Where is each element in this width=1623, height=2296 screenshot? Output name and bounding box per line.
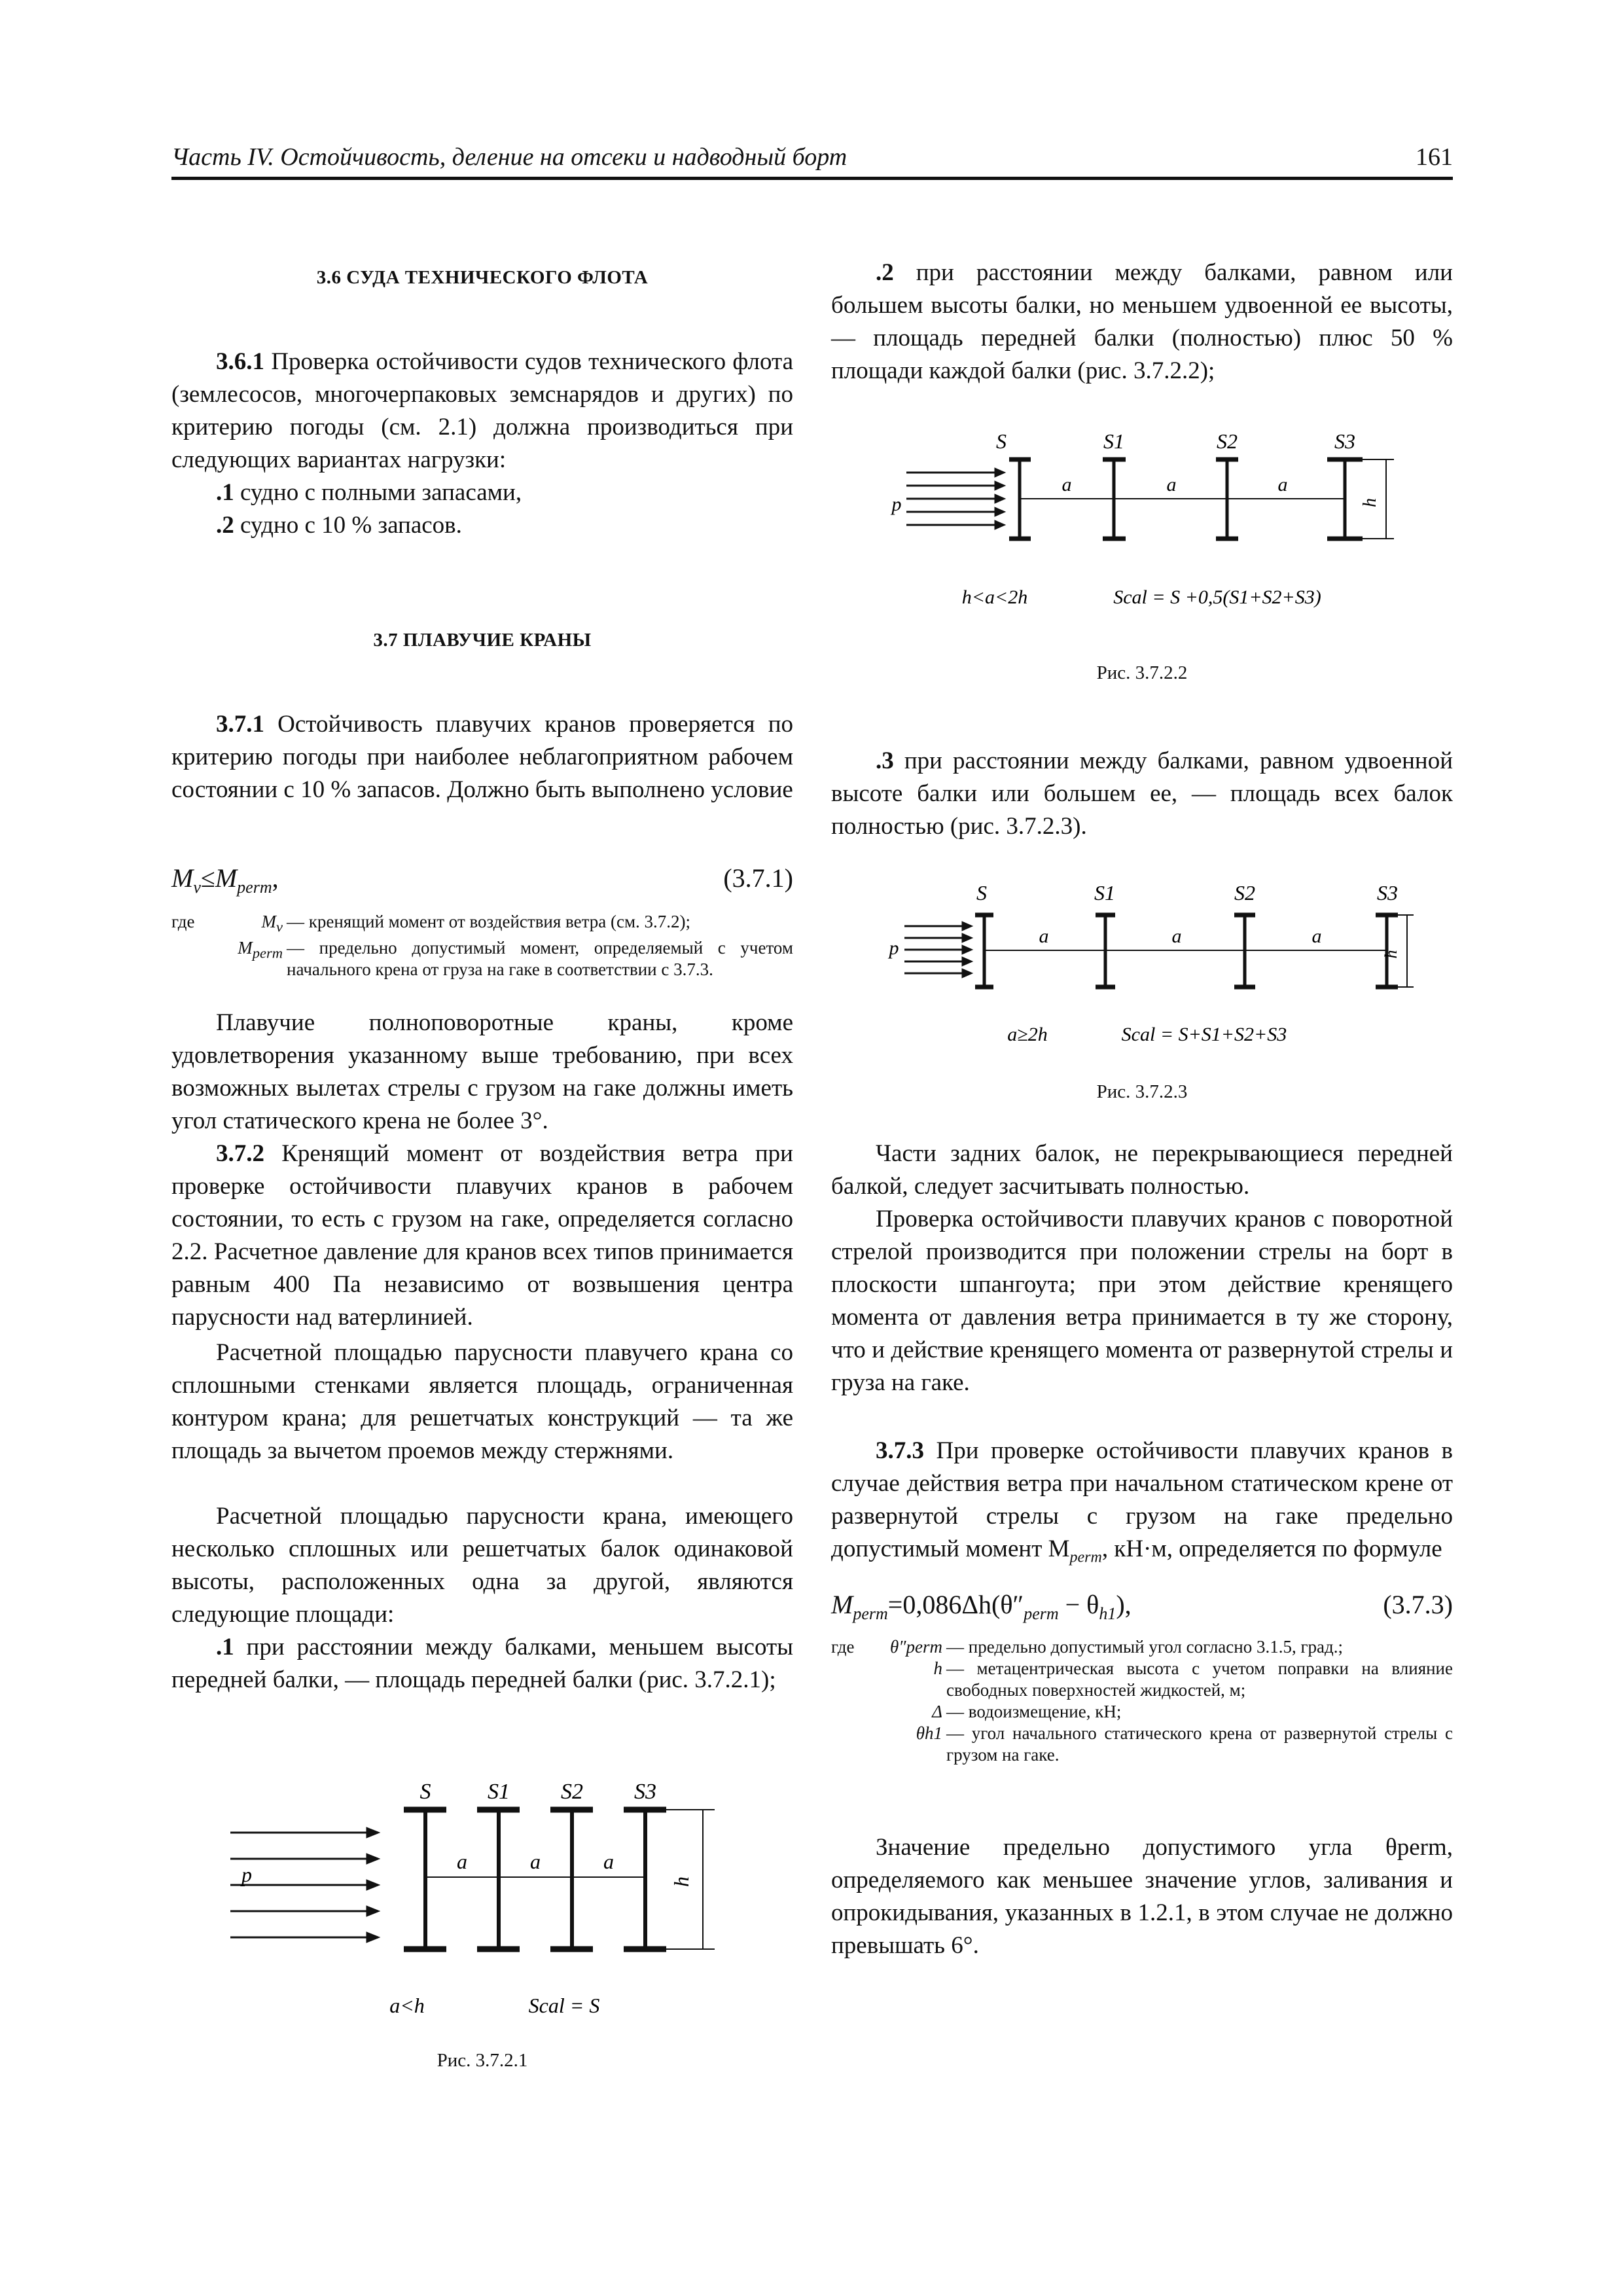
- wind-arrows: [904, 922, 972, 978]
- formula-number: (3.7.3): [1383, 1590, 1453, 1619]
- paragraph-final: Значение предельно допустимого угла θperm, определяемого как меньшее значение углов, заливания и опрокидывания, указанных в 1.2.1, в этом случае не должно превышать 6°.: [831, 1834, 1453, 1959]
- list-item-case-1: [171, 1631, 793, 1696]
- i-beams: [404, 1810, 715, 1949]
- label-h: h: [1360, 498, 1380, 507]
- paragraph-3-7-1: [171, 708, 793, 806]
- where-word: где: [171, 912, 195, 931]
- svg-text:a: a: [1311, 925, 1322, 947]
- definition-row: [831, 1658, 1453, 1701]
- section-title-3-6: 3.6 СУДА ТЕХНИЧЕСКОГО ФЛОТА: [316, 267, 649, 288]
- definition-row: [831, 1701, 1453, 1723]
- figure-3-7-2-3: [831, 870, 1453, 1067]
- beam-labels: [996, 429, 1355, 453]
- wind-arrows: [906, 468, 1005, 529]
- svg-text:a: a: [1061, 474, 1072, 495]
- definition-row: [171, 937, 793, 980]
- label-s2: S2: [561, 1780, 583, 1804]
- formula-symbol: M: [215, 863, 238, 893]
- formula-punct: ,: [272, 863, 279, 893]
- label-p: p: [241, 1863, 252, 1886]
- definitions-3-7-3: [831, 1636, 1453, 1766]
- area-formula: Scal = S+S1+S2+S3: [1121, 1024, 1287, 1045]
- svg-text:S2: S2: [1234, 881, 1255, 905]
- definition-row: [831, 1723, 1453, 1766]
- paragraph-3-6-1: [171, 346, 793, 476]
- label-s: S: [419, 1780, 431, 1804]
- clause-number: 3.7.1: [216, 711, 264, 738]
- area-formula: Scal = S: [528, 1994, 600, 2017]
- paragraph-cranes: Плавучие полноповоротные краны, кроме удовлетворения указанному выше требованию, при всех возможных вылетах стрелы с грузом на гаке должны иметь угол статического крена не более 3°.: [171, 1009, 793, 1134]
- header-rule: [171, 177, 1453, 180]
- definition-row: [831, 1636, 1453, 1658]
- paragraph-area-1: Расчетной площадью парусности плавучего крана со сплошными стенками является площадь, ограниченная контуром крана; для решетчатых конструкций — та же площадь за вычетом проемов между стержнями.: [171, 1339, 793, 1464]
- svg-text:a: a: [1166, 474, 1177, 495]
- figure-caption: Рис. 3.7.2.3: [1096, 1081, 1188, 1102]
- paragraph-check: Проверка остойчивости плавучих кранов с поворотной стрелой производится при положении стрелы на борт в плоскости шпангоута; при этом действие кренящего момента от давления ветра принимается в ту же сторону, что и действие кренящего момента от развернутой стрелы и груза на гаке.: [831, 1206, 1453, 1396]
- item-number: .2: [876, 259, 894, 286]
- list-item: [171, 509, 793, 542]
- definition-symbol: $M_v$: [261, 912, 283, 935]
- formula-operator: ≤: [200, 863, 215, 893]
- formula-subscript: perm: [237, 878, 272, 897]
- svg-text:S3: S3: [1334, 429, 1355, 453]
- svg-text:S3: S3: [1377, 881, 1398, 905]
- i-beams: [1009, 459, 1394, 539]
- figure-3-7-2-1: [171, 1767, 793, 2042]
- list-item-case-2: [831, 257, 1453, 387]
- svg-text:S1: S1: [1094, 881, 1115, 905]
- item-number: .3: [876, 747, 894, 774]
- area-formula: Scal = S +0,5(S1+S2+S3): [1113, 586, 1321, 608]
- svg-text:S: S: [996, 429, 1007, 453]
- paragraph-area-2: Расчетной площадью парусности крана, имеющего несколько сплошных или решетчатых балок одинаковой высоты, расположенных одна за другой, являются следующие площади:: [171, 1503, 793, 1628]
- item-text: судно с 10 % запасов.: [234, 512, 462, 539]
- clause-number: 3.7.2: [216, 1140, 264, 1167]
- formula-body: ),: [1116, 1590, 1132, 1619]
- clause-text: , кН·м, определяется по формуле: [1101, 1535, 1442, 1562]
- clause-text: Проверка остойчивости судов технического флота (землесосов, многочерпаковых земснарядов и других) по критерию погоды (см. 2.1) должна производиться при следующих вариантах нагрузки:: [171, 348, 793, 473]
- beam-labels: [976, 881, 1398, 905]
- label-h: h: [669, 1876, 693, 1887]
- formula-symbol: M: [831, 1590, 853, 1619]
- svg-text:a: a: [1171, 925, 1182, 947]
- svg-text:S1: S1: [1103, 429, 1124, 453]
- label-s3: S3: [634, 1780, 656, 1804]
- svg-text:a: a: [603, 1850, 614, 1873]
- subscript: perm: [1069, 1549, 1102, 1566]
- list-item: [171, 476, 793, 509]
- condition: h<a<2h: [961, 586, 1028, 608]
- page-number: 161: [1416, 143, 1453, 171]
- figure-caption: Рис. 3.7.2.2: [1096, 662, 1188, 683]
- svg-text:a: a: [530, 1850, 541, 1873]
- condition: a≥2h: [1007, 1024, 1048, 1045]
- figure-3-7-2-2: [831, 419, 1453, 628]
- clause-text: Остойчивость плавучих кранов проверяется по критерию погоды при наиболее неблагоприятном рабочем состоянии с 10 % запасов. Должно быть выполнено условие: [171, 711, 793, 803]
- definition-text: — угол начального статического крена от развернутой стрелы с грузом на гаке.: [946, 1723, 1453, 1765]
- item-number: .2: [216, 512, 234, 539]
- condition: a<h: [389, 1994, 425, 2017]
- item-text: судно с полными запасами,: [234, 479, 522, 506]
- formula-symbol: M: [171, 863, 194, 893]
- spacing-labels: [1062, 474, 1288, 495]
- svg-text:S2: S2: [1217, 429, 1238, 453]
- clause-text: Кренящий момент от воздействия ветра при проверке остойчивости плавучих кранов в рабочем состоянии, то есть с грузом на гаке, определяется согласно 2.2. Расчетное давление для кранов всех типов принимается равным 400 Па независимо от возвышения центра парусности над ватерлинией.: [171, 1140, 793, 1331]
- paragraph-rear-beams: Части задних балок, не перекрывающиеся передней балкой, следует засчитывать полностью.: [831, 1140, 1453, 1200]
- svg-text:a: a: [1277, 474, 1288, 495]
- clause-number: 3.6.1: [216, 348, 264, 375]
- beam-labels: [420, 1780, 657, 1804]
- section-title-3-7: 3.7 ПЛАВУЧИЕ КРАНЫ: [373, 630, 592, 651]
- definition-text: — предельно допустимый угол согласно 3.1.5, град.;: [946, 1637, 1344, 1657]
- formula-3-7-3: $M_{perm}=0,086\Delta h(\theta''_{perm} - \theta_{h1})$, (3.7.3): [831, 1590, 1453, 1623]
- definition-symbol: θh1: [916, 1723, 942, 1743]
- formula-number: (3.7.1): [723, 863, 793, 893]
- definition-symbol: $M_{perm}$: [238, 938, 283, 961]
- formula-3-7-1: [171, 863, 793, 895]
- definition-symbol: Δ: [932, 1702, 942, 1721]
- svg-text:S: S: [976, 881, 987, 905]
- paragraph-3-7-3: [831, 1435, 1453, 1573]
- item-text: при расстоянии между балками, меньшем высоты передней балки, — площадь передней балки (рис. 3.7.2.1);: [171, 1634, 793, 1693]
- list-item-case-3: [831, 745, 1453, 843]
- item-number: .1: [216, 1634, 234, 1660]
- definition-text: — водоизмещение, кН;: [946, 1702, 1122, 1721]
- spacing-labels: [457, 1850, 614, 1873]
- formula-subscript: v: [193, 878, 201, 897]
- clause-text: При проверке остойчивости плавучих кранов в случае действия ветра при начальном статическом крене от развернутой стрелы с грузом на гаке предельно допустимый момент M: [831, 1437, 1453, 1562]
- definitions-3-7-1: [171, 911, 793, 980]
- definition-text: — кренящий момент от воздействия ветра (см. 3.7.2);: [287, 912, 691, 931]
- label-s1: S1: [488, 1780, 510, 1804]
- running-header: Часть IV. Остойчивость, деление на отсеки и надводный борт: [171, 143, 847, 171]
- formula-body: − θ: [1058, 1590, 1099, 1619]
- definition-symbol: h: [933, 1659, 942, 1678]
- paragraph-3-7-2: [171, 1138, 793, 1334]
- svg-text:a: a: [1039, 925, 1049, 947]
- definition-row: [171, 911, 793, 937]
- spacing-labels: [1039, 925, 1322, 947]
- item-text: при расстоянии между балками, равном удвоенной высоте балки или большем ее, — площадь всех балок полностью (рис. 3.7.2.3).: [831, 747, 1453, 840]
- where-word: где: [831, 1637, 855, 1657]
- definition-text: — предельно допустимый момент, определяемый с учетом начального крена от груза на гаке в соответствии с 3.7.3.: [287, 938, 793, 980]
- svg-text:a: a: [457, 1850, 467, 1873]
- label-h: h: [1382, 950, 1400, 959]
- label-p: p: [889, 937, 899, 959]
- formula-body: =0,086Δh(θ″: [887, 1590, 1024, 1619]
- item-text: при расстоянии между балками, равном или большем высоты балки, но меньшем удвоенной ее высоты, — площадь передней балки (полностью) плюс 50 % площади каждой балки (рис. 3.7.2.2);: [831, 259, 1453, 384]
- wind-arrows: [230, 1827, 380, 1943]
- definition-symbol: θ″perm: [890, 1637, 942, 1657]
- figure-caption: Рис. 3.7.2.1: [437, 2050, 528, 2071]
- label-p: p: [891, 493, 902, 515]
- item-number: .1: [216, 479, 234, 506]
- definition-text: — метацентрическая высота с учетом поправки на влияние свободных поверхностей жидкостей, м;: [946, 1659, 1453, 1700]
- clause-number: 3.7.3: [876, 1437, 924, 1464]
